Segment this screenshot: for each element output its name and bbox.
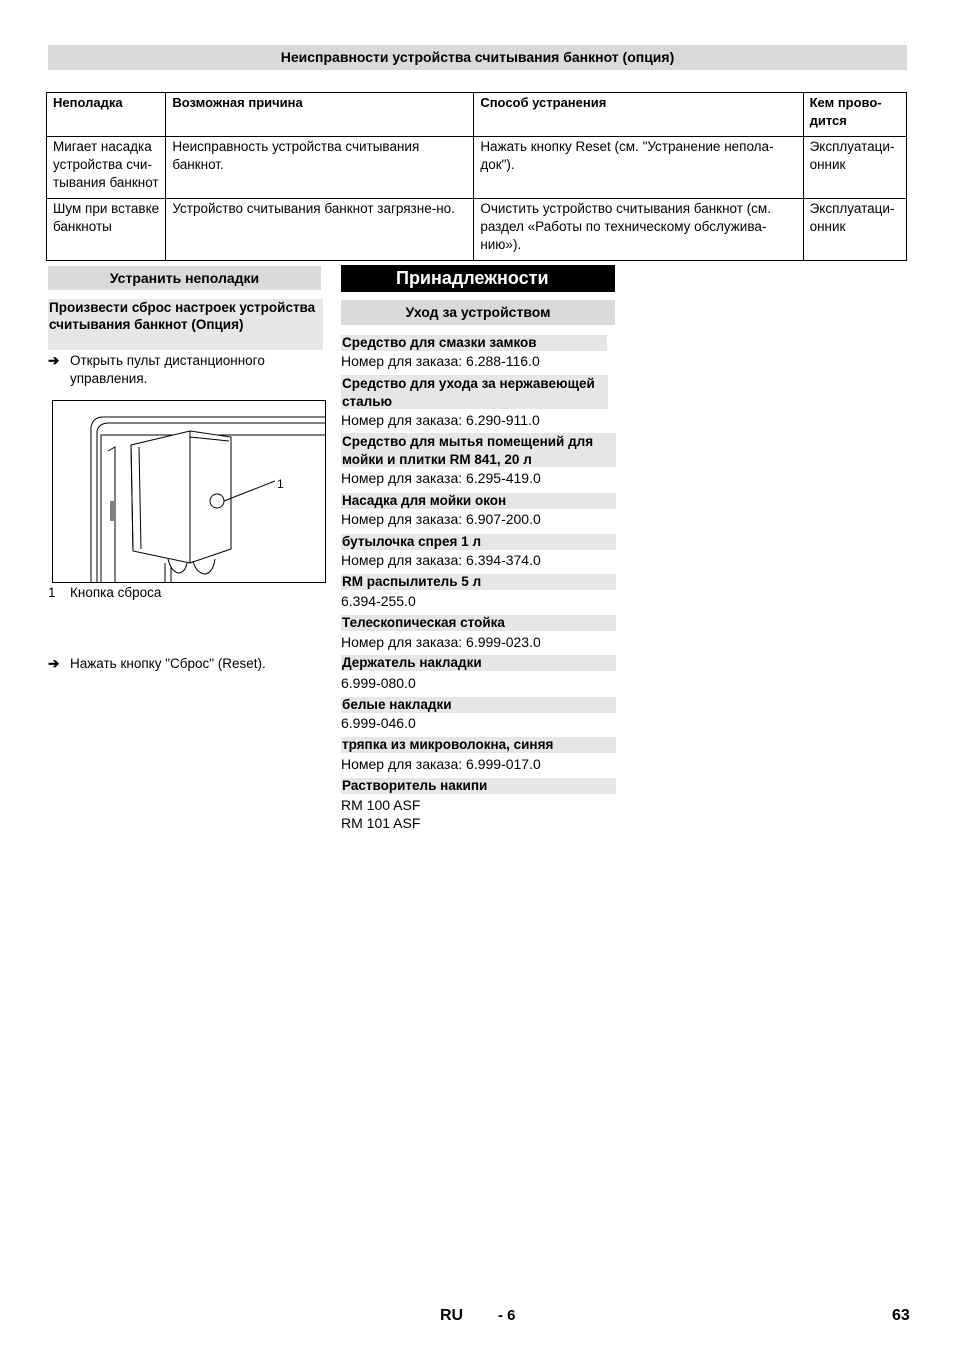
accessory-order-number: Номер для заказа: 6.999-017.0 [341,756,541,772]
column-header: Возможная причина [166,93,474,137]
table-cell: Очистить устройство считывания банкнот (см. раздел «Работы по техническому обслужива-нию»). [474,199,803,261]
accessory-name: RM распылитель 5 л [341,574,616,590]
column-header: Неполадка [47,93,166,137]
device-illustration [53,401,325,582]
accessory-name: Средство для ухода за нержавеющей сталью [341,375,608,409]
footer-section: - 6 [498,1307,516,1324]
accessory-name: белые накладки [341,697,616,713]
table-cell: Мигает насадка устройства счи-тывания банкнот [47,137,166,199]
legend-text: Кнопка сброса [70,585,162,600]
reset-button-figure [52,400,326,583]
figure-legend [48,584,321,602]
accessory-name: тряпка из микроволокна, синяя [341,737,616,753]
table-cell: Устройство считывания банкнот загрязне-но. [166,199,474,261]
accessories-title: Принадлежности [341,265,615,292]
table-cell: Эксплуатаци-онник [803,199,906,261]
table-cell: Неисправность устройства считывания банкнот. [166,137,474,199]
legend-number: 1 [48,585,56,600]
arrow-icon: ➔ [48,656,60,671]
footer-language: RU [440,1307,464,1324]
accessory-name: Держатель накладки [341,655,616,671]
accessory-name: бутылочка спрея 1 л [341,534,616,550]
troubleshoot-section-title: Устранить неполадки [48,266,321,290]
table-cell: Шум при вставке банкноты [47,199,166,261]
accessory-order-number: RM 101 ASF [341,815,421,831]
step-press-reset [48,655,343,673]
table-header-row [47,93,907,137]
arrow-icon: ➔ [48,353,60,368]
reset-subsection-title: Произвести сброс настроек устройства считывания банкнот (Опция) [48,299,323,350]
accessory-order-number: 6.394-255.0 [341,593,416,609]
step-open-remote [48,352,343,388]
column-header: Способ устранения [474,93,803,137]
accessory-name: Насадка для мойки окон [341,493,616,509]
column-header: Кем прово- дится [803,93,906,137]
accessory-name: Средство для мытья помещений для мойки и плитки RM 841, 20 л [341,433,616,467]
troubleshooting-table [46,92,907,261]
figure-callout-label: 1 [277,477,284,491]
accessory-order-number: Номер для заказа: 6.999-023.0 [341,634,541,650]
step-text: Открыть пульт дистанционного управления. [70,353,265,386]
accessory-order-number: 6.999-046.0 [341,715,416,731]
accessory-name: Средство для смазки замков [341,335,607,351]
section-title-bar: Неисправности устройства считывания банкнот (опция) [48,45,907,70]
accessory-name: Телескопическая стойка [341,615,616,631]
accessory-order-number: Номер для заказа: 6.290-911.0 [341,412,540,428]
table-row [47,137,907,199]
table-row [47,199,907,261]
accessory-name: Растворитель накипи [341,778,616,794]
accessory-order-number: RM 100 ASF [341,797,421,813]
care-subtitle: Уход за устройством [341,300,615,325]
accessory-order-number: Номер для заказа: 6.295-419.0 [341,470,541,486]
table-cell: Эксплуатаци-онник [803,137,906,199]
table-cell: Нажать кнопку Reset (см. "Устранение непола-док"). [474,137,803,199]
page-number: 63 [892,1307,910,1324]
accessory-order-number: 6.999-080.0 [341,675,416,691]
step-text: Нажать кнопку "Сброс" (Reset). [70,656,266,671]
accessory-order-number: Номер для заказа: 6.394-374.0 [341,552,541,568]
accessory-order-number: Номер для заказа: 6.288-116.0 [341,353,540,369]
accessory-order-number: Номер для заказа: 6.907-200.0 [341,511,541,527]
